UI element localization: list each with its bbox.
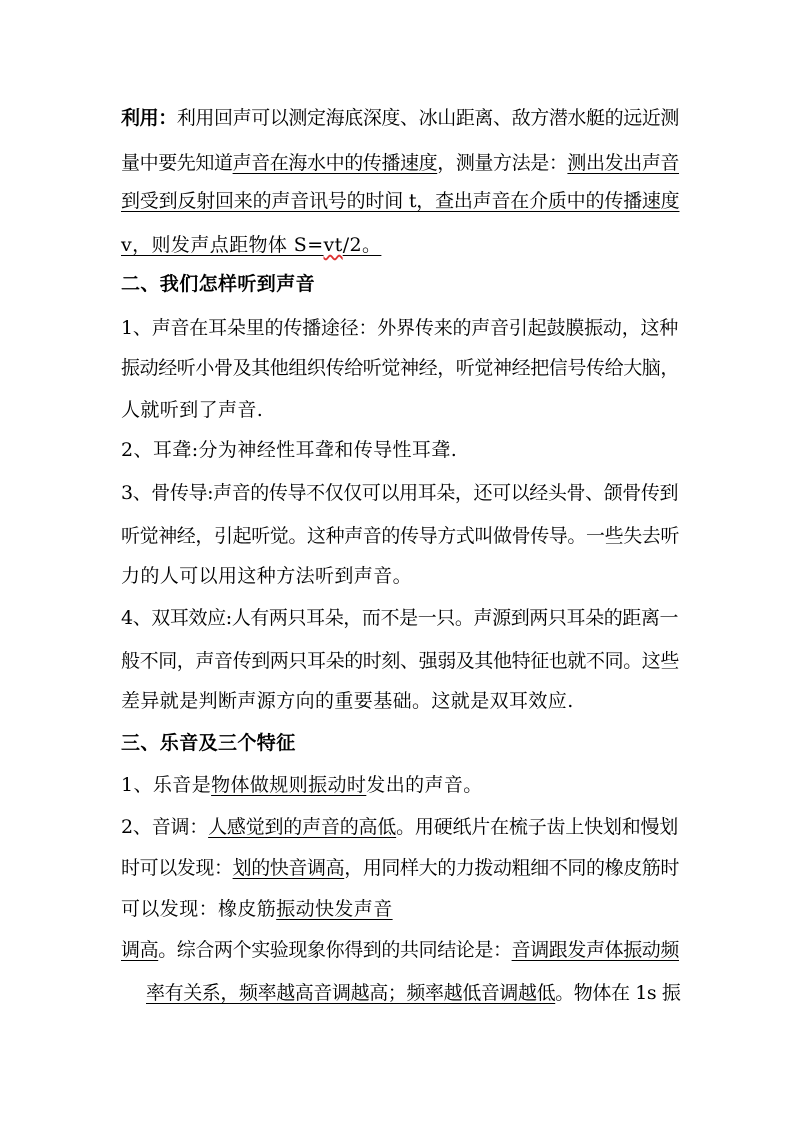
text-segment: 。综合两个实验现象你得到的共同结论是：	[158, 939, 512, 961]
text-line	[121, 897, 681, 921]
section-heading-text: 二、我们怎样听到声音	[121, 273, 316, 295]
text-line	[146, 981, 681, 1005]
text-segment: 发出的声音。	[366, 774, 483, 796]
text-line	[121, 856, 681, 880]
text-line	[121, 938, 681, 962]
underlined-answer: 物体做规则振动时	[211, 774, 367, 796]
text-line	[121, 316, 681, 340]
text-segment: 4、双耳效应:人有两只耳朵，而不是一只。声源到两只耳朵的距离一	[121, 607, 679, 629]
text-segment: ，测量方法是：	[437, 152, 568, 174]
text-segment: 人就听到了声音.	[121, 399, 264, 421]
text-segment: 量中要先知道	[121, 152, 233, 174]
term-label: 利用：	[121, 107, 177, 129]
text-segment: 可以发现：橡皮筋	[121, 898, 277, 920]
text-segment: 振动经听小骨及其他组织传给听觉神经，听觉神经把信号传给大脑，	[121, 357, 680, 379]
text-line	[121, 356, 681, 380]
section-heading-text: 三、乐音及三个特征	[121, 732, 296, 754]
text-segment: 差异就是判断声源方向的重要基础。这就是双耳效应.	[121, 690, 574, 712]
underlined-answer: 划的快音调高	[232, 857, 345, 879]
text-line	[121, 606, 681, 630]
underlined-answer: 音调跟发声体振动频	[511, 939, 680, 961]
underlined-answer: 人感觉到的声音的高低	[208, 816, 397, 838]
text-line	[121, 151, 681, 175]
underlined-answer: 调高	[121, 939, 159, 961]
spellcheck-marked-text: vt	[323, 234, 343, 256]
text-segment: 听觉神经，引起听觉。这种声音的传导方式叫做骨传导。一些失去听	[121, 525, 680, 547]
underlined-answer: 率有关系，频率越高音调越高；频率越低音调越低	[146, 982, 556, 1004]
underlined-answer: 测出发出声音	[567, 152, 680, 174]
text-line	[121, 481, 681, 505]
text-line	[121, 773, 681, 797]
underlined-answer: 声音在海水中的传播速度	[232, 152, 438, 174]
text-segment: 力的人可以用这种方法听到声音。	[121, 565, 413, 587]
text-line	[121, 233, 681, 257]
text-segment: 3、骨传导:声音的传导不仅仅可以用耳朵，还可以经头骨、颌骨传到	[121, 482, 679, 504]
text-segment: 利用回声可以测定海底深度、冰山距离、敌方潜水艇的远近测	[176, 107, 680, 129]
text-segment: 。物体在 1s 振	[555, 982, 681, 1004]
text-segment: 1、乐音是	[121, 774, 212, 796]
text-segment: 2、音调：	[121, 816, 209, 838]
text-segment: 般不同，声音传到两只耳朵的时刻、强弱及其他特征也就不同。这些	[121, 650, 680, 672]
text-line	[121, 189, 681, 213]
text-segment: 。用硬纸片在梳子齿上快划和慢划	[396, 816, 679, 838]
text-line	[121, 438, 681, 462]
text-segment: 2、耳聋:分为神经性耳聋和传导性耳聋.	[121, 439, 458, 461]
underlined-answer: /2。	[342, 234, 382, 256]
text-line	[121, 564, 681, 588]
text-line	[121, 398, 681, 422]
text-segment: ，用同样大的力拨动粗细不同的橡皮筋时	[344, 857, 680, 879]
text-segment: 1、声音在耳朵里的传播途径：外界传来的声音引起鼓膜振动，这种	[121, 317, 679, 339]
section-heading	[121, 272, 681, 296]
text-line	[121, 689, 681, 713]
text-line	[121, 815, 681, 839]
text-line	[121, 649, 681, 673]
underlined-answer: 振动快发声音	[276, 898, 393, 920]
underlined-answer: v，则发声点距物体 S=	[121, 234, 324, 256]
text-segment: 时可以发现：	[121, 857, 233, 879]
underlined-answer: 到受到反射回来的声音讯号的时间 t，查出声音在介质中的传播速度	[121, 190, 680, 212]
text-line	[121, 106, 681, 130]
text-line	[121, 524, 681, 548]
section-heading	[121, 731, 681, 755]
